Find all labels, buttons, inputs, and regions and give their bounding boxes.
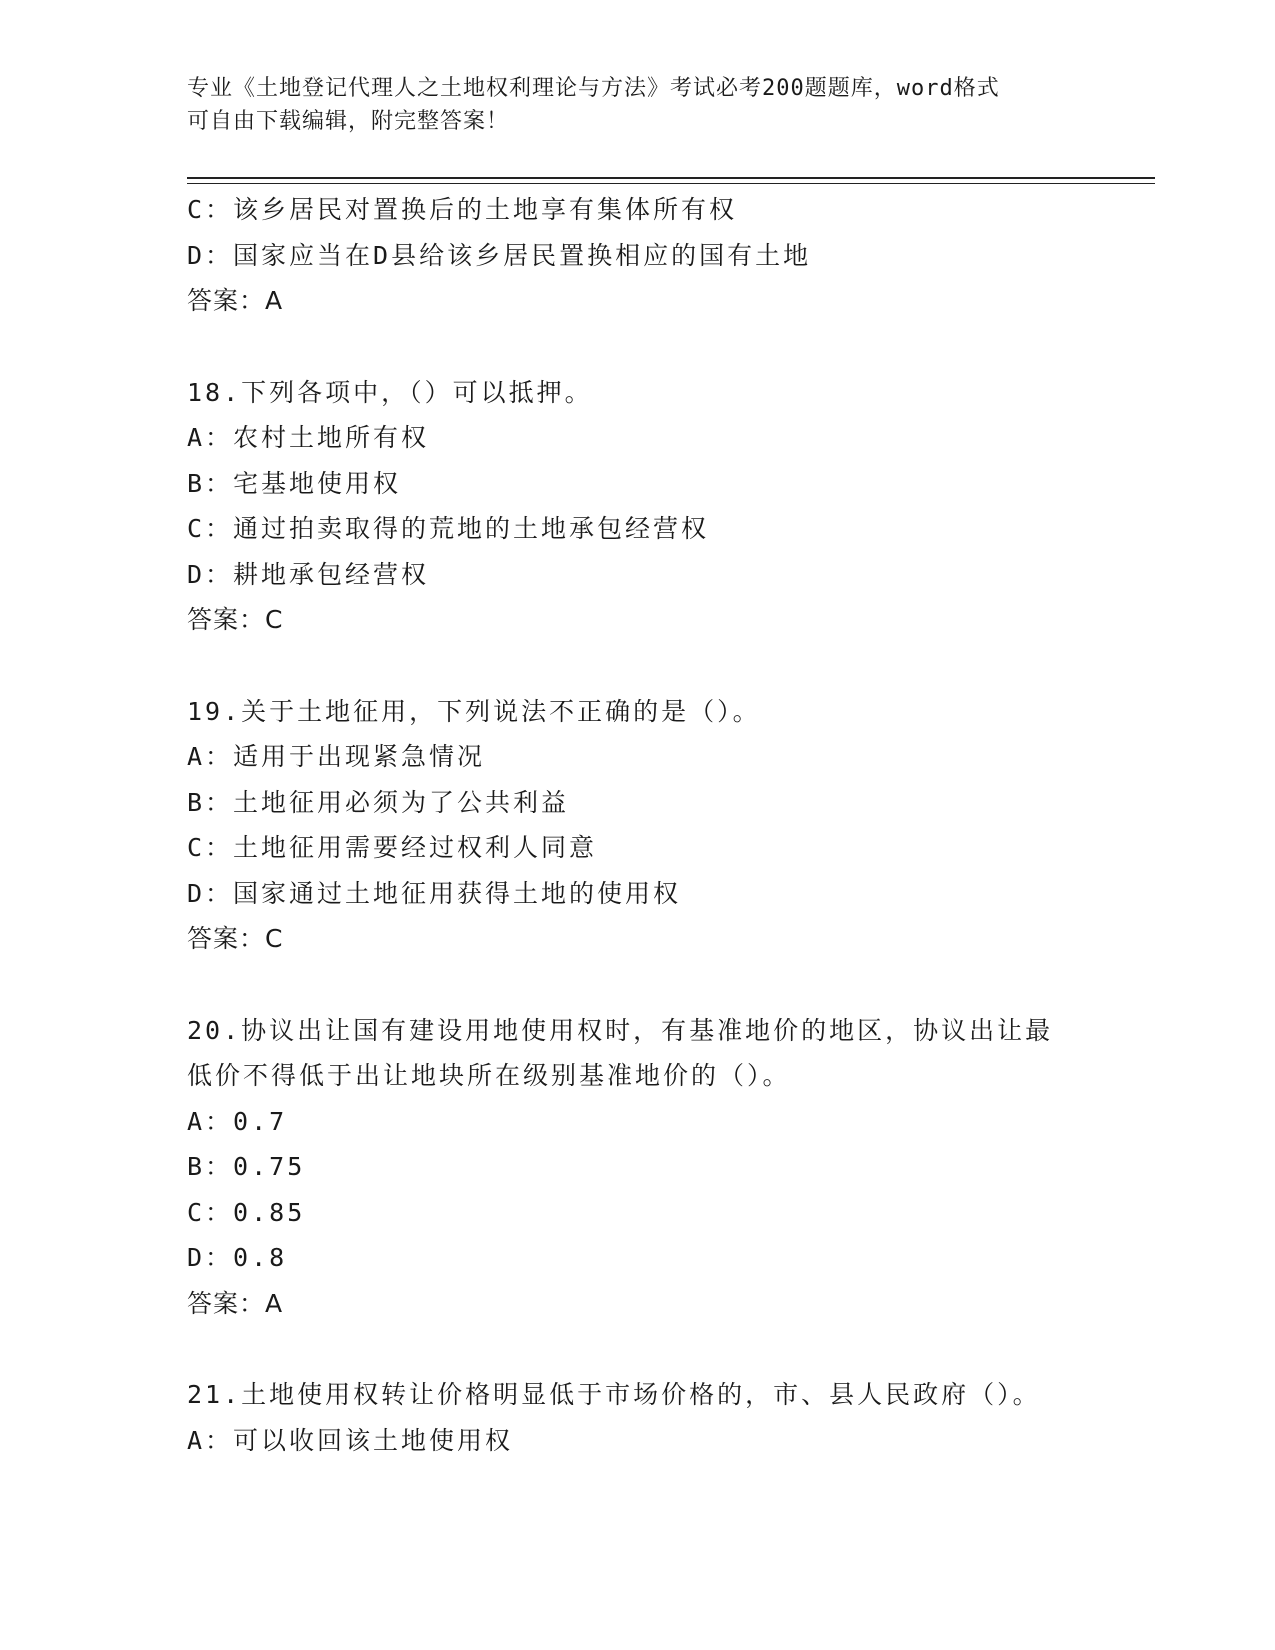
block-spacer — [187, 962, 1137, 1008]
question-block-17 — [187, 187, 1137, 324]
option-c: C：该乡居民对置换后的土地享有集体所有权 — [187, 195, 738, 224]
question-stem: 18.下列各项中，（）可以抵押。 — [187, 377, 593, 407]
answer-line: 答案：C — [187, 605, 284, 634]
question-block-19 — [187, 689, 1137, 962]
option-c: C：土地征用需要经过权利人同意 — [187, 833, 598, 862]
block-spacer — [187, 1326, 1137, 1372]
question-list — [187, 187, 1137, 1463]
question-stem-line-2: 低价不得低于出让地块所在级别基准地价的（）。 — [187, 1061, 791, 1090]
document-header — [187, 72, 1087, 138]
header-divider-thick — [187, 177, 1155, 179]
option-d: D：耕地承包经营权 — [187, 559, 430, 589]
option-c: C：0.85 — [187, 1197, 306, 1227]
option-d: D：0.8 — [187, 1243, 288, 1272]
answer-line: 答案：C — [187, 924, 284, 953]
question-block-21 — [187, 1372, 1137, 1463]
header-title-line-1: 专业《土地登记代理人之土地权利理论与方法》考试必考200题题库，word格式 — [187, 76, 1000, 101]
answer-line: 答案：A — [187, 1288, 284, 1318]
header-divider-thin — [187, 183, 1155, 184]
option-b: B：土地征用必须为了公共利益 — [187, 787, 570, 817]
block-spacer — [187, 643, 1137, 689]
question-stem: 21.土地使用权转让价格明显低于市场价格的，市、县人民政府（）。 — [187, 1380, 1041, 1409]
option-a: A：适用于出现紧急情况 — [187, 742, 486, 771]
option-d: D：国家应当在D县给该乡居民置换相应的国有土地 — [187, 240, 812, 270]
block-spacer — [187, 324, 1137, 370]
option-a: A：可以收回该土地使用权 — [187, 1425, 514, 1455]
question-stem: 19.关于土地征用，下列说法不正确的是（）。 — [187, 696, 761, 726]
option-b: B：宅基地使用权 — [187, 468, 402, 498]
answer-line: 答案：A — [187, 286, 284, 315]
question-block-18 — [187, 370, 1137, 643]
header-title-line-2: 可自由下载编辑，附完整答案！ — [187, 109, 510, 134]
option-d: D：国家通过土地征用获得土地的使用权 — [187, 878, 682, 908]
option-b: B：0.75 — [187, 1152, 306, 1181]
option-a: A：0.7 — [187, 1106, 288, 1136]
option-c: C：通过拍卖取得的荒地的土地承包经营权 — [187, 514, 710, 543]
question-block-20 — [187, 1008, 1137, 1327]
option-a: A：农村土地所有权 — [187, 423, 430, 452]
question-stem-line-1: 20.协议出让国有建设用地使用权时，有基准地价的地区，协议出让最 — [187, 1015, 1054, 1045]
